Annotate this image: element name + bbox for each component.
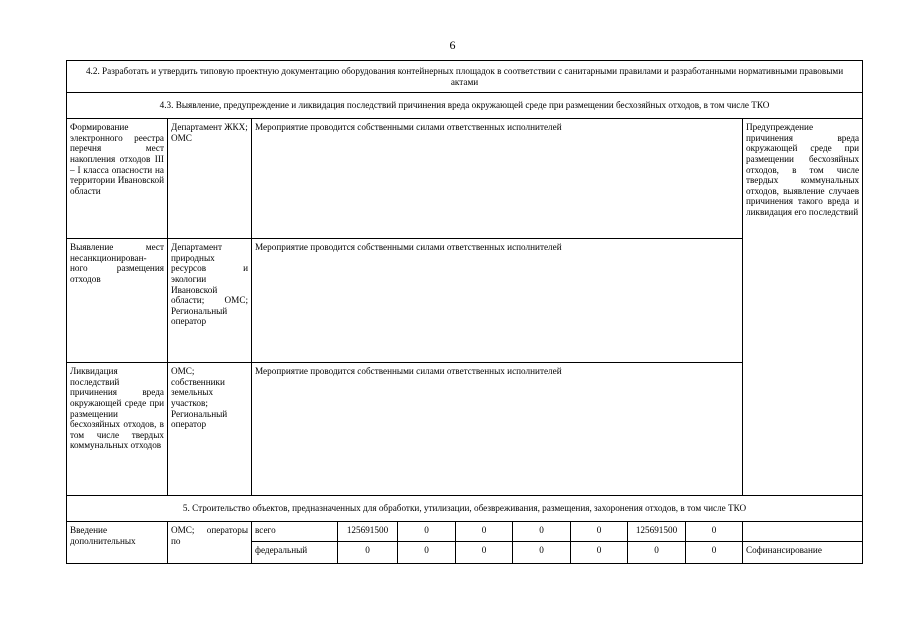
section-row bbox=[67, 496, 863, 522]
expected-result-cell: Предупреждение причинения вреда окружающей среде при размещении бесхозяйных отходов, в том числе твердых коммунальных отходов, выявление случаев причинения такого вреда и ликвидация его последствий bbox=[743, 119, 863, 496]
section-row bbox=[67, 61, 863, 93]
table-row bbox=[67, 119, 863, 239]
measure-cell: Формирование электронного реестра перечня мест накопления отходов III – I класса опасности на территории Ивановской области bbox=[67, 119, 168, 239]
table-row bbox=[67, 522, 863, 542]
amount-cell: 0 bbox=[513, 542, 571, 564]
section-5-heading: 5. Строительство объектов, предназначенных для обработки, утилизации, обезвреживания, размещения, захоронения отходов, в том числе ТКО bbox=[67, 496, 863, 522]
funding-source-cell: федеральный bbox=[252, 542, 338, 564]
note-cell: Мероприятие проводится собственными силами ответственных исполнителей bbox=[252, 363, 743, 496]
amount-cell: 0 bbox=[513, 522, 571, 542]
note-cell: Мероприятие проводится собственными силами ответственных исполнителей bbox=[252, 119, 743, 239]
measure-cell: Выявление мест несанкционирован-ного размещения отходов bbox=[67, 239, 168, 363]
executor-cell: Департамент природных ресурсов и экологии Ивановской области; ОМС; Региональный оператор bbox=[168, 239, 252, 363]
measure-cell: Введение дополнительных bbox=[67, 522, 168, 564]
amount-cell: 0 bbox=[571, 542, 628, 564]
note-cell: Мероприятие проводится собственными силами ответственных исполнителей bbox=[252, 239, 743, 363]
executor-cell: ОМС; собственники земельных участков; Региональный оператор bbox=[168, 363, 252, 496]
amount-cell: 0 bbox=[686, 522, 743, 542]
page-number: 6 bbox=[449, 38, 456, 52]
amount-cell: 0 bbox=[456, 522, 513, 542]
result-cell: Софинансирование bbox=[743, 542, 863, 564]
funding-source-cell: всего bbox=[252, 522, 338, 542]
amount-cell: 0 bbox=[628, 542, 686, 564]
amount-cell: 0 bbox=[338, 542, 398, 564]
amount-cell: 0 bbox=[398, 542, 456, 564]
executor-cell: Департамент ЖКХ; ОМС bbox=[168, 119, 252, 239]
section-4-3-heading: 4.3. Выявление, предупреждение и ликвидация последствий причинения вреда окружающей среде при размещении бесхозяйных отходов, в том числе ТКО bbox=[67, 93, 863, 119]
section-row bbox=[67, 93, 863, 119]
section-4-2-heading: 4.2. Разработать и утвердить типовую проектную документацию оборудования контейнерных площадок в соответствии с санитарными правилами и разработанными нормативными правовыми актами bbox=[67, 61, 863, 93]
program-measures-table bbox=[66, 60, 863, 564]
measure-cell: Ликвидация последствий причинения вреда окружающей среде при размещении бесхозяйных отходов, в том числе твердых коммунальных отходов bbox=[67, 363, 168, 496]
executor-cell: ОМС; операторы по bbox=[168, 522, 252, 564]
result-cell bbox=[743, 522, 863, 542]
amount-cell: 125691500 bbox=[628, 522, 686, 542]
amount-cell: 125691500 bbox=[338, 522, 398, 542]
amount-cell: 0 bbox=[571, 522, 628, 542]
amount-cell: 0 bbox=[398, 522, 456, 542]
amount-cell: 0 bbox=[686, 542, 743, 564]
amount-cell: 0 bbox=[456, 542, 513, 564]
